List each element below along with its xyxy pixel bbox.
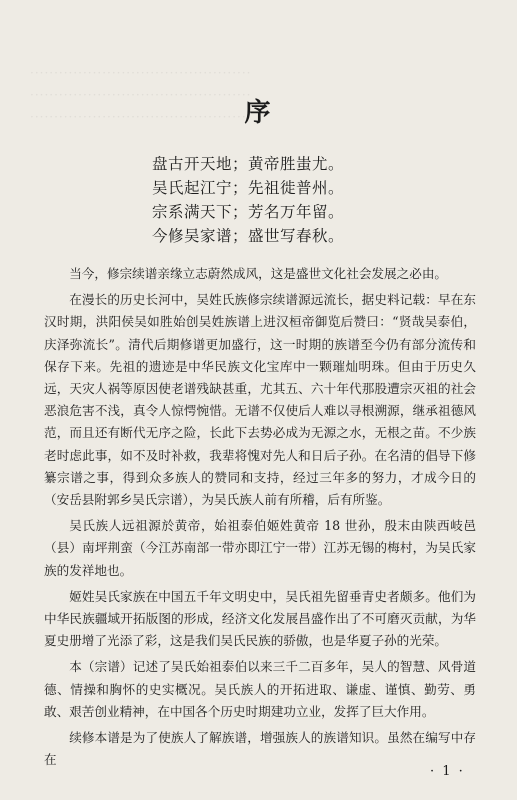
page-number: · 1 ·	[430, 764, 465, 779]
poem-line: 吴氏起江宁；先祖徙普州。	[152, 179, 345, 197]
paragraph: 续修本谱是为了使族人了解族谱，增强族人的族谱知识。虽然在编写中存在	[44, 730, 476, 768]
bleed-through-text: ··············································	[30, 88, 252, 102]
bleed-through-text: ··············································	[30, 110, 252, 124]
paragraph: 吴氏族人远祖源於黄帝，始祖泰伯姬姓黄帝 18 世孙，殷末由陕西岐邑（县）南坪荆蛮（今江苏南部一带亦即江宁一带）江苏无锡的梅村，为吴氏家族的发祥地也。	[44, 518, 476, 578]
paragraph: 当今，修宗续谱亲缘立志蔚然成风，这是盛世文化社会发展之必由。	[69, 266, 447, 281]
page-title: 序	[244, 98, 273, 128]
poem-line: 宗系满天下；芳名万年留。	[152, 203, 345, 221]
poem-line: 今修吴家谱；盛世写春秋。	[152, 227, 345, 245]
paragraph: 本（宗谱）记述了吴氏始祖泰伯以来三千二百多年，吴人的智慧、风骨道德、情操和胸怀的史实概况。吴氏族人的开拓进取、谦虚、谨慎、勤劳、勇敢、艰苦创业精神，在中国各个历史时期建功立业，发挥了巨大作用。	[44, 659, 476, 719]
paragraph: 姬姓吴氏家族在中国五千年文明史中，吴氏祖先留垂青史者颇多。他们为中华民族疆域开拓版图的形成，经济文化发展昌盛作出了不可磨灭贡献，为华夏史册增了光添了彩，这是我们吴氏民族的骄傲，也是华夏子孙的光荣。	[44, 588, 476, 649]
poem-line: 盘古开天地；黄帝胜蚩尤。	[152, 155, 345, 173]
poem-block	[152, 152, 412, 248]
bleed-through-text: ··············································	[30, 66, 252, 80]
paragraph: 在漫长的历史长河中，吴姓氏族修宗续谱源远流长，据史料记载：早在东汉时期，洪阳侯吴如胜始创吴姓族谱上进汉桓帝御览后赞曰：“贤哉吴泰伯，庆泽弥流长”。清代后期修谱更加盛行，这一时期的族谱至今仍有部分流传和保存下来。先祖的遗迹是中华民族文化宝库中一颗璀灿明珠。但由于历史久远，天灾人祸等原因使老谱残缺甚重，尤其五、六十年代那股遭宗灭祖的社会恶浪危害不浅，真令人惊愕惋惜。无谱不仅使后人难以寻根溯源，继承祖德风范，而且还有断代无序之险，长此下去势必成为无源之水，无根之苗。不少族老时虑此事，如不及时补救，我辈将愧对先人和日后子孙。在名清的倡导下修纂宗谱之事，得到众多族人的赞同和支持，经过三年多的努力，才成今日的（安岳县附郭乡吴氏宗谱），为吴氏族人前有所稽，后有所鉴。	[44, 292, 476, 508]
body-text	[44, 263, 476, 775]
